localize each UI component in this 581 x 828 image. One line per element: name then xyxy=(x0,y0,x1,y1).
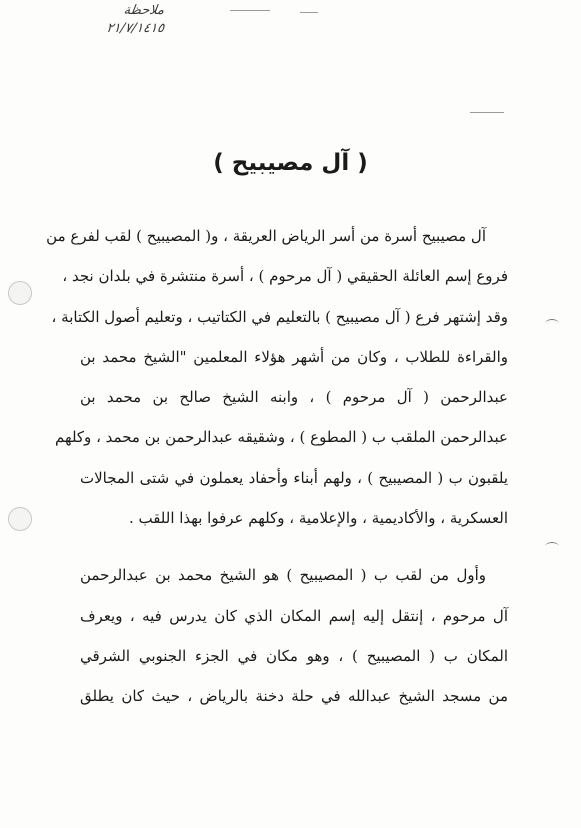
edge-mark xyxy=(545,542,559,551)
text-line: والقراءة للطلاب ، وكان من أشهر هؤلاء المعلمين "الشيخ محمد بن xyxy=(80,347,508,366)
punch-hole xyxy=(8,507,32,531)
edge-mark xyxy=(545,319,559,328)
text-line: العسكرية ، والأكاديمية ، والإعلامية ، وكلهم عرفوا بهذا اللقب . xyxy=(128,509,508,528)
handwritten-note xyxy=(44,2,164,38)
handwritten-note-line: ملاحظة xyxy=(122,3,166,18)
text-line: آل مصيبيح أسرة من أسر الرياض العريقة ، و( المصيبيح ) لقب لفرع من xyxy=(46,227,486,245)
article-body xyxy=(46,216,508,717)
scan-speck xyxy=(230,10,270,11)
punch-hole xyxy=(8,281,32,305)
text-line: عبدالرحمن الملقب ب ( المطوع ) ، وشقيقه عبدالرحمن بن محمد ، وكلهم xyxy=(55,428,508,447)
text-line: وأول من لقب ب ( المصيبيح ) هو الشيخ محمد بن عبدالرحمن xyxy=(80,566,486,585)
text-line: من مسجد الشيخ عبدالله في حلة دخنة بالرياض ، حيث كان يطلق xyxy=(80,687,508,706)
handwritten-note-line: ٢١/٧/١٤١٥ xyxy=(105,21,166,36)
scan-speck xyxy=(470,112,504,113)
text-line: عبدالرحمن ( آل مرحوم ) ، وابنه الشيخ صالح بن محمد بن xyxy=(80,388,508,407)
text-line: فروع إسم العائلة الحقيقي ( آل مرحوم ) ، أسرة منتشرة في بلدان نجد ، xyxy=(62,267,508,286)
text-line: وقد إشتهر فرع ( آل مصيبيح ) بالتعليم في الكتاتيب ، وتعليم أصول الكتابة ، xyxy=(51,307,508,326)
page-title: ( آل مصيبيح ) xyxy=(213,150,368,176)
text-line: آل مرحوم ، إنتقل إليه إسم المكان الذي كان يدرس فيه ، ويعرف xyxy=(80,606,508,625)
text-line: يلقبون ب ( المصيبيح ) ، ولهم أبناء وأحفاد يعملون في شتى المجالات xyxy=(80,468,508,487)
scan-speck xyxy=(300,12,318,13)
text-line: المكان ب ( المصيبيح ) ، وهو مكان في الجزء الجنوبي الشرقي xyxy=(80,646,508,665)
